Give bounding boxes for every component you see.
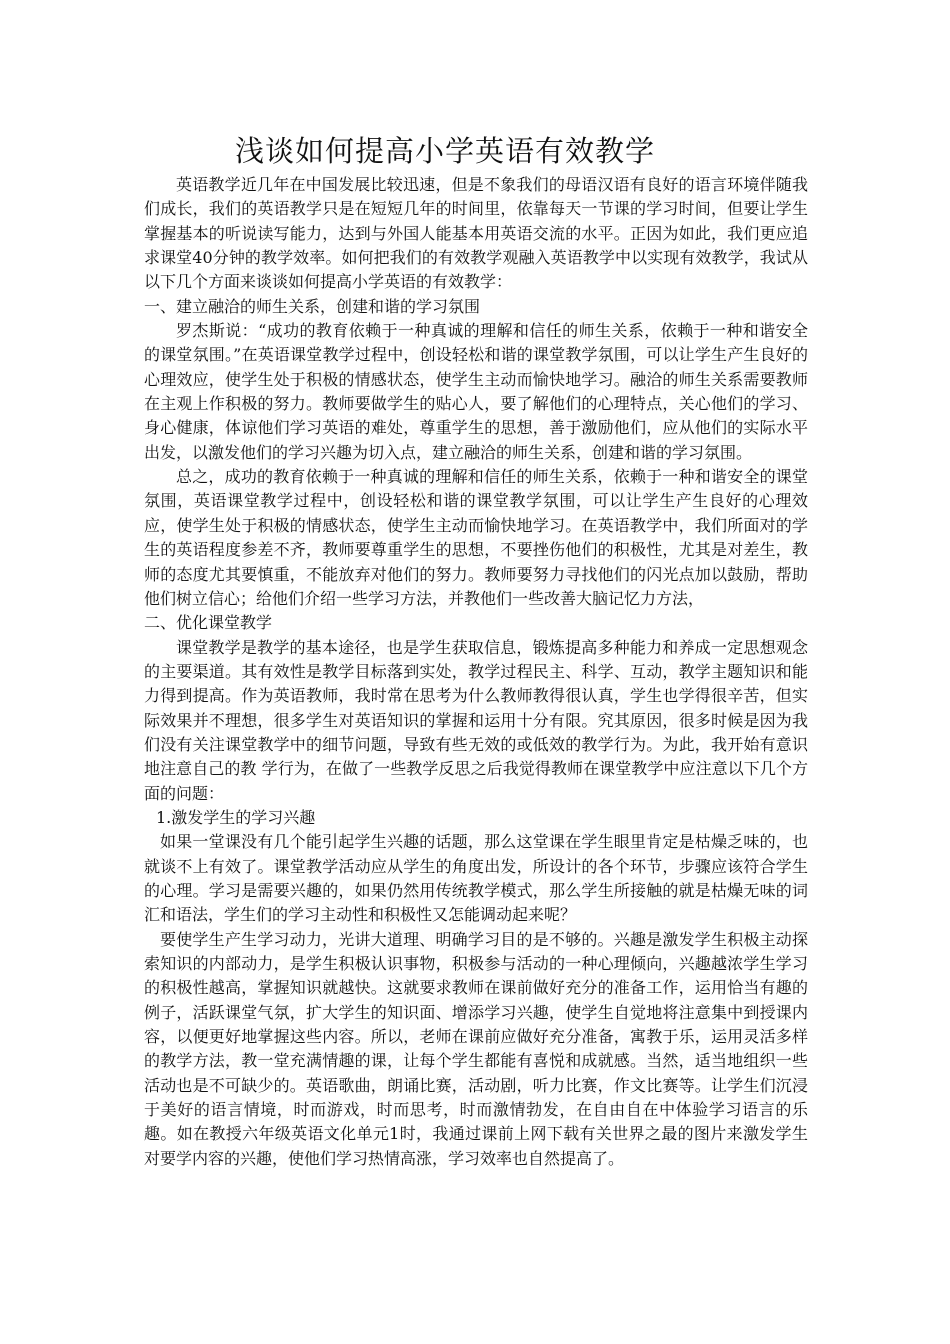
section-1-paragraph-1: 罗杰斯说：“成功的教育依赖于一种真诚的理解和信任的师生关系，依赖于一种和谐安全的课堂氛围。”在英语课堂教学过程中，创设轻松和谐的课堂教学氛围，可以让学生产生良好的心理效应，使学生处于积极的情感状态，使学生主动而愉快地学习。融洽的师生关系需要教师在主观上作积极的努力。教师要做学生的贴心人，要了解他们的心理特点，关心他们的学习、身心健康，体谅他们学习英语的难处，尊重学生的思想，善于激励他们，应从他们的实际水平出发，以激发他们的学习兴趣为切入点，建立融洽的师生关系，创建和谐的学习氛围。	[144, 321, 808, 462]
intro-paragraph: 英语教学近几年在中国发展比较迅速，但是不象我们的母语汉语有良好的语言环境伴随我们成长，我们的英语教学只是在短短几年的时间里，依靠每天一节课的学习时间，但要让学生掌握基本的听说读写能力，达到与外国人能基本用英语交流的水平。正因为如此，我们更应追求课堂40分钟的教学效率。如何把我们的有效教学观融入英语教学中以实现有效教学，我试从以下几个方面来谈谈如何提高小学英语的有效教学：	[144, 175, 808, 292]
subsection-1-paragraph-1: 如果一堂课没有几个能引起学生兴趣的话题，那么这堂课在学生眼里肯定是枯燥乏味的，也就谈不上有效了。课堂教学活动应从学生的角度出发，所设计的各个环节，步骤应该符合学生的心理。学习是需要兴趣的，如果仍然用传统教学模式，那么学生所接触的就是枯燥无味的词汇和语法，学生们的学习主动性和积极性又怎能调动起来呢？	[144, 832, 808, 925]
section-heading-1: 一、建立融洽的师生关系，创建和谐的学习氛围	[144, 296, 481, 316]
section-heading-2: 二、优化课堂教学	[144, 613, 273, 633]
section-2-paragraph-1: 课堂教学是教学的基本途径，也是学生获取信息，锻炼提高多种能力和养成一定思想观念的主要渠道。其有效性是教学目标落到实处，教学过程民主、科学、互动，教学主题知识和能力得到提高。作为英语教师，我时常在思考为什么教师教得很认真，学生也学得很辛苦，但实际效果并不理想，很多学生对英语知识的掌握和运用十分有限。究其原因，很多时候是因为我们没有关注课堂教学中的细节问题，导致有些无效的或低效的教学行为。为此，我开始有意识地注意自己的教 学行为，在做了一些教学反思之后我觉得教师在课堂教学中应注意以下几个方面的问题：	[144, 637, 808, 803]
document-title: 浅谈如何提高小学英语有效教学	[234, 134, 655, 168]
subsection-heading-1: 1.激发学生的学习兴趣	[156, 807, 316, 827]
subsection-1-paragraph-2: 要使学生产生学习动力，光讲大道理、明确学习目的是不够的。兴趣是激发学生积极主动探索知识的内部动力，是学生积极认识事物，积极参与活动的一种心理倾向，兴趣越浓学生学习的积极性越高，掌握知识就越快。这就要求教师在课前做好充分的准备工作，运用恰当有趣的例子，活跃课堂气氛，扩大学生的知识面、增添学习兴趣，使学生自觉地将注意集中到授课内容，以便更好地掌握这些内容。所以，老师在课前应做好充分准备，寓教于乐，运用灵活多样的教学方法，教一堂充满情趣的课，让每个学生都能有喜悦和成就感。当然，适当地组织一些活动也是不可缺少的。英语歌曲，朗诵比赛，活动剧，听力比赛，作文比赛等。让学生们沉浸于美好的语言情境，时而游戏，时而思考，时而激情勃发，在自由自在中体验学习语言的乐趣。如在教授六年级英语文化单元1时，我通过课前上网下载有关世界之最的图片来激发学生对要学内容的兴趣，使他们学习热情高涨，学习效率也自然提高了。	[144, 929, 808, 1168]
document-body	[144, 173, 808, 1171]
section-1-paragraph-2: 总之，成功的教育依赖于一种真诚的理解和信任的师生关系，依赖于一种和谐安全的课堂氛围，英语课堂教学过程中，创设轻松和谐的课堂教学氛围，可以让学生产生良好的心理效应，使学生处于积极的情感状态，使学生主动而愉快地学习。在英语教学中，我们所面对的学生的英语程度参差不齐，教师要尊重学生的思想，不要挫伤他们的积极性，尤其是对差生，教师的态度尤其要慎重，不能放弃对他们的努力。教师要努力寻找他们的闪光点加以鼓励，帮助他们树立信心；给他们介绍一些学习方法，并教他们一些改善大脑记忆力方法，	[144, 467, 808, 608]
